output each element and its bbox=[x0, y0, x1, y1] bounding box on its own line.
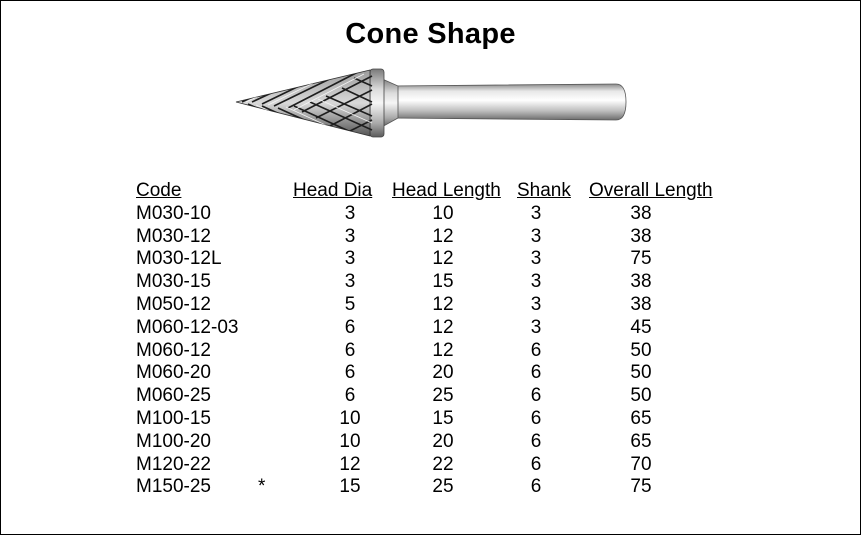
cell-overall-length: 50 bbox=[630, 362, 652, 384]
table-row bbox=[0, 362, 861, 385]
table-row bbox=[0, 408, 861, 431]
cell-overall-length: 38 bbox=[630, 202, 652, 224]
table-row bbox=[0, 248, 861, 271]
cell-shank: 6 bbox=[530, 476, 542, 498]
header-shank: Shank bbox=[517, 180, 571, 201]
header-head-length: Head Length bbox=[392, 180, 501, 201]
cell-overall-length: 65 bbox=[630, 407, 652, 429]
table-row bbox=[0, 294, 861, 317]
cell-head-dia: 6 bbox=[344, 339, 356, 361]
cell-head-length: 12 bbox=[432, 248, 454, 270]
cell-shank: 3 bbox=[530, 293, 542, 315]
cell-overall-length: 38 bbox=[630, 271, 652, 293]
header-overall-length: Overall Length bbox=[589, 180, 713, 201]
table-row bbox=[0, 203, 861, 226]
cell-head-length: 15 bbox=[432, 271, 454, 293]
cell-head-dia: 3 bbox=[344, 225, 356, 247]
cell-code: M030-12 bbox=[136, 225, 211, 247]
cell-head-length: 12 bbox=[432, 293, 454, 315]
cell-overall-length: 75 bbox=[630, 248, 652, 270]
cell-shank: 6 bbox=[530, 453, 542, 475]
cell-head-dia: 10 bbox=[339, 407, 361, 429]
cell-code: M060-12 bbox=[136, 339, 211, 361]
cell-head-dia: 5 bbox=[344, 293, 356, 315]
table-row bbox=[0, 340, 861, 363]
cell-head-dia: 12 bbox=[339, 453, 361, 475]
cell-shank: 3 bbox=[530, 225, 542, 247]
cell-head-length: 25 bbox=[432, 476, 454, 498]
cell-overall-length: 70 bbox=[630, 453, 652, 475]
cell-overall-length: 75 bbox=[630, 476, 652, 498]
cell-overall-length: 50 bbox=[630, 385, 652, 407]
table-row bbox=[0, 476, 861, 499]
table-row bbox=[0, 385, 861, 408]
cell-code: M060-20 bbox=[136, 362, 211, 384]
cell-head-length: 25 bbox=[432, 385, 454, 407]
cell-shank: 6 bbox=[530, 430, 542, 452]
cell-code: M030-10 bbox=[136, 202, 211, 224]
cone-burr-tool-icon bbox=[232, 64, 628, 142]
cell-head-length: 12 bbox=[432, 316, 454, 338]
cell-shank: 6 bbox=[530, 339, 542, 361]
cell-head-length: 15 bbox=[432, 407, 454, 429]
cell-head-length: 20 bbox=[432, 362, 454, 384]
cell-overall-length: 65 bbox=[630, 430, 652, 452]
table-row bbox=[0, 317, 861, 340]
cell-head-dia: 10 bbox=[339, 430, 361, 452]
cell-head-length: 10 bbox=[432, 202, 454, 224]
cell-head-length: 12 bbox=[432, 339, 454, 361]
cell-head-length: 20 bbox=[432, 430, 454, 452]
cell-code: M100-15 bbox=[136, 407, 211, 429]
cell-shank: 3 bbox=[530, 271, 542, 293]
cell-head-length: 12 bbox=[432, 225, 454, 247]
cell-overall-length: 45 bbox=[630, 316, 652, 338]
cell-head-dia: 3 bbox=[344, 248, 356, 270]
cell-shank: 3 bbox=[530, 248, 542, 270]
cell-head-length: 22 bbox=[432, 453, 454, 475]
cell-head-dia: 6 bbox=[344, 362, 356, 384]
cell-shank: 6 bbox=[530, 407, 542, 429]
cell-head-dia: 6 bbox=[344, 385, 356, 407]
cell-code: M150-25 bbox=[136, 476, 211, 498]
cell-shank: 6 bbox=[530, 362, 542, 384]
cell-code: M050-12 bbox=[136, 293, 211, 315]
cell-mark: * bbox=[258, 476, 266, 498]
cell-shank: 6 bbox=[530, 385, 542, 407]
table-row bbox=[0, 271, 861, 294]
cell-head-dia: 6 bbox=[344, 316, 356, 338]
cell-overall-length: 38 bbox=[630, 225, 652, 247]
table-row bbox=[0, 226, 861, 249]
cell-overall-length: 50 bbox=[630, 339, 652, 361]
cell-head-dia: 15 bbox=[339, 476, 361, 498]
cell-overall-length: 38 bbox=[630, 293, 652, 315]
header-code: Code bbox=[136, 180, 182, 201]
cell-shank: 3 bbox=[530, 316, 542, 338]
cell-head-dia: 3 bbox=[344, 202, 356, 224]
cell-shank: 3 bbox=[530, 202, 542, 224]
cell-code: M060-12-03 bbox=[136, 316, 239, 338]
cell-code: M030-12L bbox=[136, 248, 222, 270]
table-row bbox=[0, 431, 861, 454]
cell-head-dia: 3 bbox=[344, 271, 356, 293]
cell-code: M030-15 bbox=[136, 271, 211, 293]
table-row bbox=[0, 454, 861, 477]
cell-code: M120-22 bbox=[136, 453, 211, 475]
table-header-row bbox=[0, 180, 861, 203]
cell-code: M100-20 bbox=[136, 430, 211, 452]
cell-code: M060-25 bbox=[136, 385, 211, 407]
header-head-dia: Head Dia bbox=[293, 180, 373, 201]
spec-table bbox=[0, 180, 861, 499]
page-title: Cone Shape bbox=[345, 18, 516, 50]
